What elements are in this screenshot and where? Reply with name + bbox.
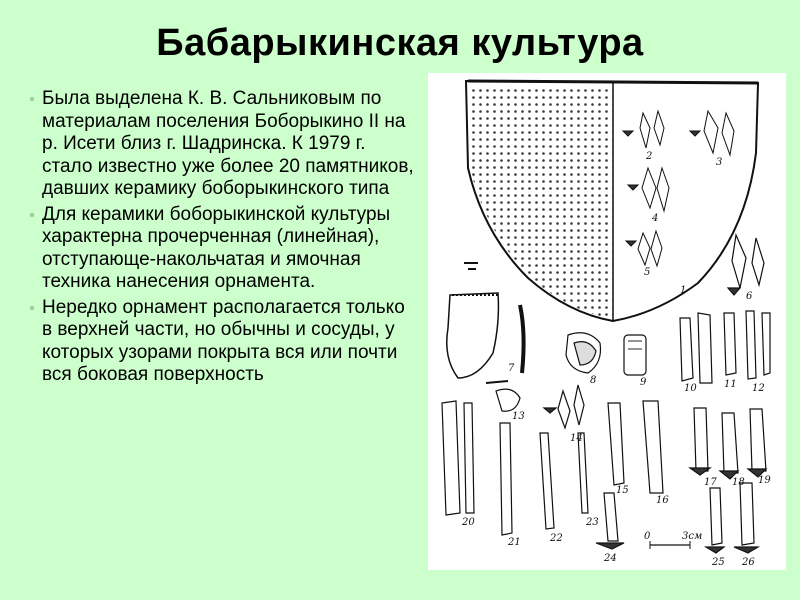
awl-22 <box>540 433 554 529</box>
figure-number: 6 <box>746 291 753 302</box>
figure-number: 3 <box>716 157 723 168</box>
blade-24 <box>596 493 624 549</box>
figure-number: 2 <box>646 151 653 162</box>
awl-23 <box>578 433 588 513</box>
figure-number: 5 <box>644 267 651 278</box>
figure-number: 11 <box>724 379 737 390</box>
figure-number: 13 <box>512 411 525 422</box>
figure-number: 15 <box>616 485 629 496</box>
blade-16 <box>643 401 663 493</box>
paragraph-text: Нередко орнамент располагается только в верхней части, но обычны и сосуды, у которых узорами покрыта вся или почти вся боковая поверхность <box>42 296 405 385</box>
scraper-8 <box>566 333 601 373</box>
artifact-drawing <box>428 73 786 570</box>
figure-number: 17 <box>704 477 717 488</box>
scale-start: 0 <box>644 531 651 542</box>
blade-15 <box>608 403 624 485</box>
figure-number: 8 <box>590 375 597 386</box>
bullet-icon <box>30 306 34 310</box>
figure-number: 22 <box>550 533 563 544</box>
paragraph-text: Для керамики боборыкинской культуры характерна прочерченная (линейная), отступающе-накольчатая и ямочная техника нанесения орнамента. <box>42 203 391 292</box>
blade-19 <box>748 409 766 477</box>
figure-number: 19 <box>758 475 771 486</box>
blade-10 <box>680 313 712 383</box>
figure-number: 23 <box>586 517 599 528</box>
figure-number: 16 <box>656 495 669 506</box>
text-block <box>30 88 415 390</box>
figure-number: 24 <box>604 553 617 564</box>
figure-number: 12 <box>752 383 765 394</box>
tool-13 <box>486 381 520 411</box>
slide-title: Бабарыкинская культура <box>156 22 644 64</box>
blade-21 <box>500 423 512 535</box>
blade-25 <box>706 488 724 553</box>
blade-17 <box>690 408 710 475</box>
blade-20 <box>442 401 474 515</box>
figure-number: 18 <box>732 477 745 488</box>
figure-number: 10 <box>684 383 697 394</box>
blade-11 <box>724 313 736 375</box>
scale-end: 3см <box>682 531 703 542</box>
bullet-icon <box>30 213 34 217</box>
figure-number: 7 <box>508 363 515 374</box>
vessel-fragment-7 <box>447 263 524 378</box>
figure-number: 26 <box>742 557 755 568</box>
figure-number: 9 <box>640 377 647 388</box>
blade-26 <box>734 483 758 553</box>
point-14 <box>544 385 584 428</box>
paragraph <box>30 297 415 387</box>
figure-number: 1 <box>680 285 687 296</box>
paragraph-text: Была выделена К. В. Сальниковым по материалам поселения Боборыкино II на р. Исети близ г. Шадринска. К 1979 г. стало известно уже более 20 памятников, давших керамику боборыкинского типа <box>42 88 414 199</box>
vessel-1 <box>466 81 758 321</box>
figure-number: 21 <box>508 537 521 548</box>
scraper-9 <box>624 335 646 375</box>
paragraph <box>30 88 415 201</box>
figure-number: 20 <box>462 517 475 528</box>
figure-number: 25 <box>712 557 725 568</box>
paragraph <box>30 204 415 294</box>
artifact-illustration <box>428 73 786 570</box>
blade-12 <box>746 311 770 379</box>
figure-number: 14 <box>570 433 583 444</box>
scale-bar <box>644 531 702 549</box>
figure-number: 4 <box>652 213 659 224</box>
bullet-icon <box>30 97 34 101</box>
point-6 <box>728 235 764 295</box>
blade-18 <box>720 413 738 479</box>
